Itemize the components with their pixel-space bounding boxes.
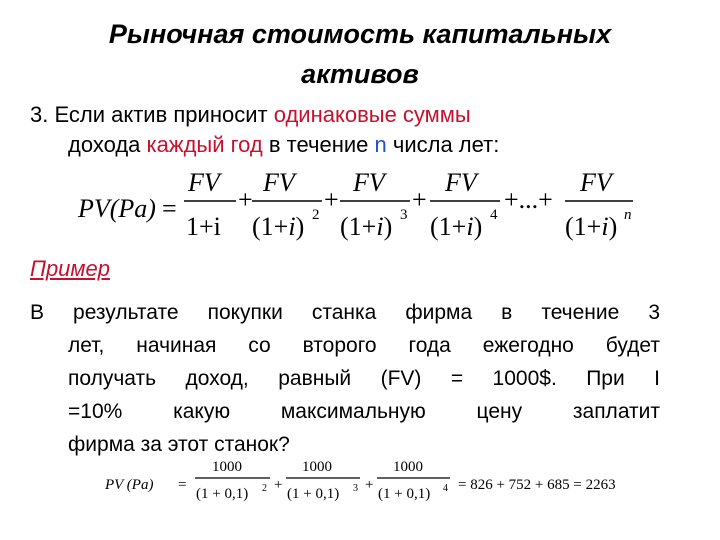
title-line-2: активов — [301, 59, 419, 89]
term-1-denominator: 1+i — [186, 212, 221, 241]
problem-text — [30, 296, 660, 461]
term-2-numerator: FV — [263, 168, 295, 197]
point-3-line-1 — [30, 100, 670, 130]
solution-formula — [0, 455, 720, 515]
term-4 — [430, 168, 500, 241]
highlight-equal-sums: одинаковые суммы — [273, 102, 471, 127]
term-2 — [252, 168, 322, 241]
plus-sign: + — [412, 185, 427, 214]
solution-numerator-2: 1000 — [302, 459, 332, 475]
plus-sign: + — [274, 477, 283, 493]
variable-n: n — [374, 132, 387, 157]
problem-line-1: В результате покупки станка фирма в течение 3 — [30, 301, 660, 324]
term-n-numerator: FV — [580, 168, 612, 197]
problem-line-4: =10% какую максимальную цену заплатит — [68, 400, 660, 423]
exponent-n: n — [624, 207, 632, 223]
formula-lhs: PV(Pa) — [78, 194, 156, 223]
formula-equals: = — [162, 194, 177, 223]
example-heading: Пример — [30, 256, 110, 281]
problem-line-5: фирма за этот станок? — [68, 433, 290, 456]
term-1 — [184, 168, 236, 241]
solution-exponent-4: 4 — [443, 483, 448, 494]
term-n-denominator: (1+i) — [565, 212, 618, 241]
term-2-denominator: (1+i) — [252, 212, 305, 241]
plus-sign: + — [365, 477, 374, 493]
plus-sign: + — [324, 185, 339, 214]
text-years: числа лет: — [386, 132, 500, 157]
text-income: дохода — [68, 132, 147, 157]
solution-equals: = — [178, 477, 187, 493]
solution-denominator-1: (1 + 0,1) — [196, 486, 249, 502]
term-1-numerator: FV — [188, 168, 220, 197]
problem-line-3: получать доход, равный (FV) = 1000$. При I — [68, 367, 660, 390]
ellipsis: +...+ — [504, 185, 553, 214]
solution-denominator-2: (1 + 0,1) — [287, 486, 340, 502]
solution-exponent-2: 2 — [262, 483, 267, 494]
solution-result: = 826 + 752 + 685 = 2263 — [458, 477, 616, 493]
solution-numerator-1: 1000 — [212, 459, 242, 475]
exponent-3: 3 — [400, 207, 408, 223]
term-4-numerator: FV — [445, 168, 477, 197]
plus-sign: + — [238, 185, 253, 214]
term-3-numerator: FV — [353, 168, 385, 197]
solution-exponent-3: 3 — [353, 483, 358, 494]
solution-denominator-3: (1 + 0,1) — [378, 486, 431, 502]
term-4-denominator: (1+i) — [430, 212, 483, 241]
problem-line-2: лет, начиная со второго года ежегодно будет — [68, 334, 660, 357]
exponent-4: 4 — [490, 207, 498, 223]
annuity-formula — [0, 163, 720, 255]
highlight-every-year: каждый год — [146, 132, 263, 157]
slide-title — [0, 14, 720, 94]
point-3-line-2 — [30, 130, 670, 160]
term-n — [565, 168, 633, 241]
point-3-text — [30, 100, 670, 160]
text-during: в течение — [262, 132, 375, 157]
solution-numerator-3: 1000 — [393, 459, 423, 475]
term-3 — [340, 168, 410, 241]
point-3-prefix: 3. Если актив приносит — [30, 102, 274, 127]
exponent-2: 2 — [312, 207, 320, 223]
term-3-denominator: (1+i) — [340, 212, 393, 241]
solution-lhs: PV (Pa) — [105, 477, 154, 493]
title-line-1: Рыночная стоимость капитальных — [108, 19, 612, 49]
